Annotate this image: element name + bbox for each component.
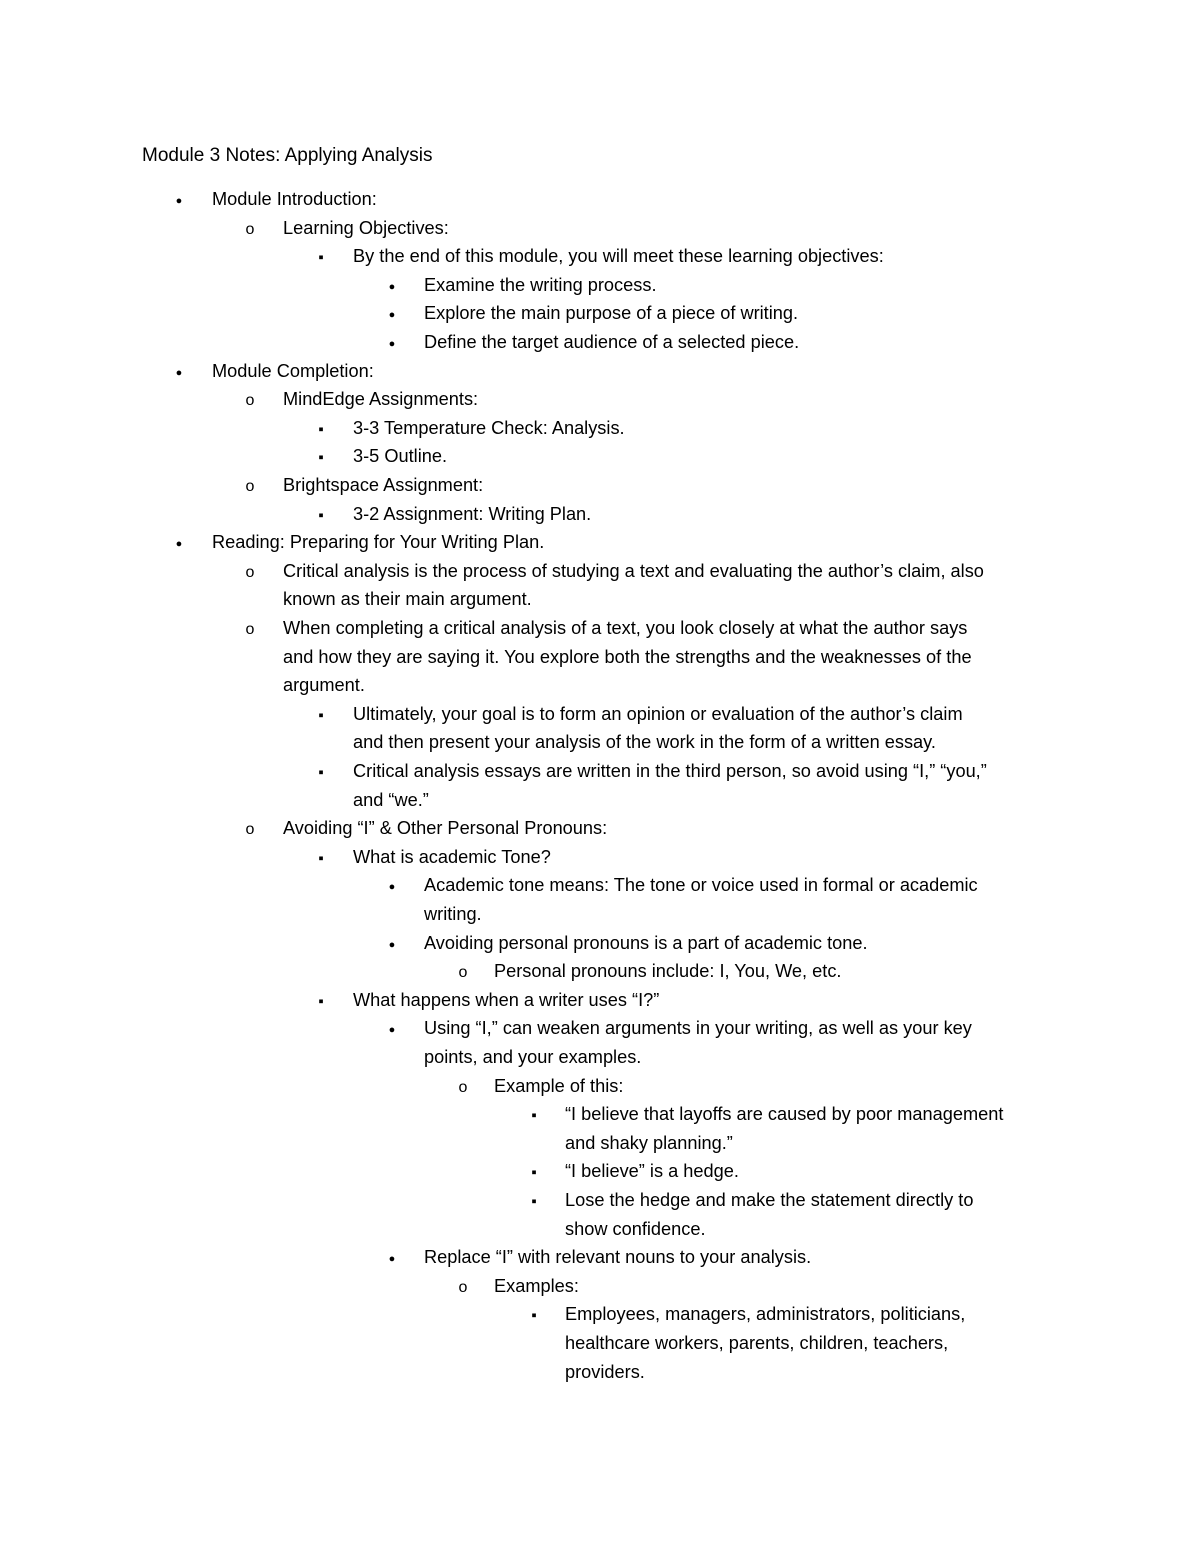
square-bullet-icon <box>314 986 328 1017</box>
circle-bullet-icon <box>456 957 470 988</box>
list-item-text: and how they are saying it. You explore both the strengths and the weaknesses of the <box>283 646 972 667</box>
disc-bullet-icon <box>385 271 399 303</box>
list-item-text: and shaky planning.” <box>565 1132 733 1153</box>
list-item <box>0 757 1200 786</box>
list-item <box>0 1014 1200 1043</box>
list-item-continuation <box>0 1358 1200 1387</box>
list-item <box>0 871 1200 900</box>
disc-bullet-icon <box>385 299 399 331</box>
list-item <box>0 1186 1200 1215</box>
circle-bullet-icon <box>243 557 257 588</box>
list-item <box>0 528 1200 557</box>
disc-bullet-icon <box>172 357 186 389</box>
list-item <box>0 557 1200 586</box>
list-item-continuation <box>0 1129 1200 1158</box>
list-item <box>0 242 1200 271</box>
disc-bullet-icon <box>385 1243 399 1275</box>
list-item <box>0 700 1200 729</box>
list-item-continuation <box>0 1043 1200 1072</box>
list-item-text: providers. <box>565 1361 645 1382</box>
list-item-continuation <box>0 643 1200 672</box>
list-item-text: “I believe” is a hedge. <box>565 1161 739 1182</box>
square-bullet-icon <box>314 442 328 473</box>
circle-bullet-icon <box>243 614 257 645</box>
list-item-continuation <box>0 1329 1200 1358</box>
list-item-continuation <box>0 728 1200 757</box>
list-item-text: Lose the hedge and make the statement directly to <box>565 1190 974 1210</box>
disc-bullet-icon <box>385 871 399 903</box>
list-item <box>0 1072 1200 1101</box>
list-item-text: Academic tone means: The tone or voice used in formal or academic <box>424 875 978 896</box>
list-item-text: What is academic Tone? <box>353 846 551 867</box>
square-bullet-icon <box>314 500 328 531</box>
list-item <box>0 1100 1200 1129</box>
list-item-text: 3-3 Temperature Check: Analysis. <box>353 417 625 438</box>
list-item-text: 3-5 Outline. <box>353 446 448 467</box>
list-item-text: “I believe that layoffs are caused by poor management <box>565 1104 1004 1125</box>
list-item-text: Define the target audience of a selected piece. <box>424 332 800 352</box>
circle-bullet-icon <box>243 814 257 845</box>
list-item <box>0 929 1200 958</box>
list-item <box>0 1300 1200 1329</box>
list-item-text: Using “I,” can weaken arguments in your writing, as well as your key <box>424 1018 972 1039</box>
square-bullet-icon <box>527 1157 541 1188</box>
list-item-text: Module Completion: <box>212 360 374 381</box>
list-item-text: writing. <box>424 904 482 924</box>
list-item <box>0 471 1200 500</box>
list-item <box>0 185 1200 214</box>
list-item-text: Critical analysis is the process of studying a text and evaluating the author’s claim, also <box>283 560 984 581</box>
list-item-continuation <box>0 900 1200 929</box>
list-item <box>0 957 1200 986</box>
list-item-text: Module Introduction: <box>212 189 377 209</box>
list-item-text: Reading: Preparing for Your Writing Plan. <box>212 532 545 553</box>
list-item <box>0 614 1200 643</box>
disc-bullet-icon <box>385 1014 399 1046</box>
square-bullet-icon <box>314 757 328 788</box>
list-item-continuation <box>0 585 1200 614</box>
list-item-text: and then present your analysis of the work in the form of a written essay. <box>353 732 936 753</box>
list-item <box>0 214 1200 243</box>
disc-bullet-icon <box>385 929 399 961</box>
list-item-text: Explore the main purpose of a piece of writing. <box>424 303 799 324</box>
disc-bullet-icon <box>172 185 186 217</box>
list-item-text: Example of this: <box>494 1075 624 1096</box>
square-bullet-icon <box>314 242 328 273</box>
list-item-text: Ultimately, your goal is to form an opinion or evaluation of the author’s claim <box>353 703 963 724</box>
square-bullet-icon <box>527 1186 541 1217</box>
list-item <box>0 500 1200 529</box>
circle-bullet-icon <box>243 471 257 502</box>
list-item-continuation <box>0 786 1200 815</box>
list-item-text: Personal pronouns include: I, You, We, etc. <box>494 961 842 982</box>
square-bullet-icon <box>314 843 328 874</box>
disc-bullet-icon <box>385 328 399 360</box>
list-item-text: show confidence. <box>565 1218 706 1239</box>
list-item-text: 3-2 Assignment: Writing Plan. <box>353 503 592 524</box>
list-item-text: Examples: <box>494 1275 579 1296</box>
list-item <box>0 357 1200 386</box>
list-item-text: By the end of this module, you will meet these learning objectives: <box>353 246 884 267</box>
list-item <box>0 814 1200 843</box>
circle-bullet-icon <box>456 1072 470 1103</box>
list-item <box>0 1272 1200 1301</box>
list-item <box>0 414 1200 443</box>
list-item-text: When completing a critical analysis of a text, you look closely at what the author says <box>283 618 968 638</box>
list-item-text: Avoiding personal pronouns is a part of academic tone. <box>424 932 868 953</box>
list-item <box>0 843 1200 872</box>
list-item <box>0 328 1200 357</box>
list-item-text: MindEdge Assignments: <box>283 389 479 410</box>
circle-bullet-icon <box>243 214 257 245</box>
circle-bullet-icon <box>243 385 257 416</box>
list-item-text: Examine the writing process. <box>424 274 657 295</box>
square-bullet-icon <box>314 414 328 445</box>
list-item <box>0 385 1200 414</box>
list-item-text: Employees, managers, administrators, politicians, <box>565 1304 966 1325</box>
list-item-text: Critical analysis essays are written in the third person, so avoid using “I,” “you,” <box>353 761 987 781</box>
square-bullet-icon <box>527 1300 541 1331</box>
list-item-text: Brightspace Assignment: <box>283 475 484 495</box>
list-item <box>0 442 1200 471</box>
list-item <box>0 299 1200 328</box>
list-item <box>0 986 1200 1015</box>
list-item-text: and “we.” <box>353 789 429 810</box>
disc-bullet-icon <box>172 528 186 560</box>
list-item <box>0 271 1200 300</box>
list-item-text: known as their main argument. <box>283 589 532 610</box>
document-title: Module 3 Notes: Applying Analysis <box>142 145 433 166</box>
list-item <box>0 1157 1200 1186</box>
list-item-text: Replace “I” with relevant nouns to your analysis. <box>424 1247 812 1268</box>
list-item <box>0 1243 1200 1272</box>
list-item-text: healthcare workers, parents, children, teachers, <box>565 1333 949 1353</box>
list-item-text: Avoiding “I” & Other Personal Pronouns: <box>283 818 608 839</box>
list-item-text: Learning Objectives: <box>283 217 449 238</box>
list-item-text: points, and your examples. <box>424 1047 642 1067</box>
list-item-text: argument. <box>283 675 365 696</box>
list-item-text: What happens when a writer uses “I?” <box>353 989 660 1010</box>
list-item-continuation <box>0 671 1200 700</box>
square-bullet-icon <box>527 1100 541 1131</box>
list-item-continuation <box>0 1215 1200 1244</box>
circle-bullet-icon <box>456 1272 470 1303</box>
square-bullet-icon <box>314 700 328 731</box>
